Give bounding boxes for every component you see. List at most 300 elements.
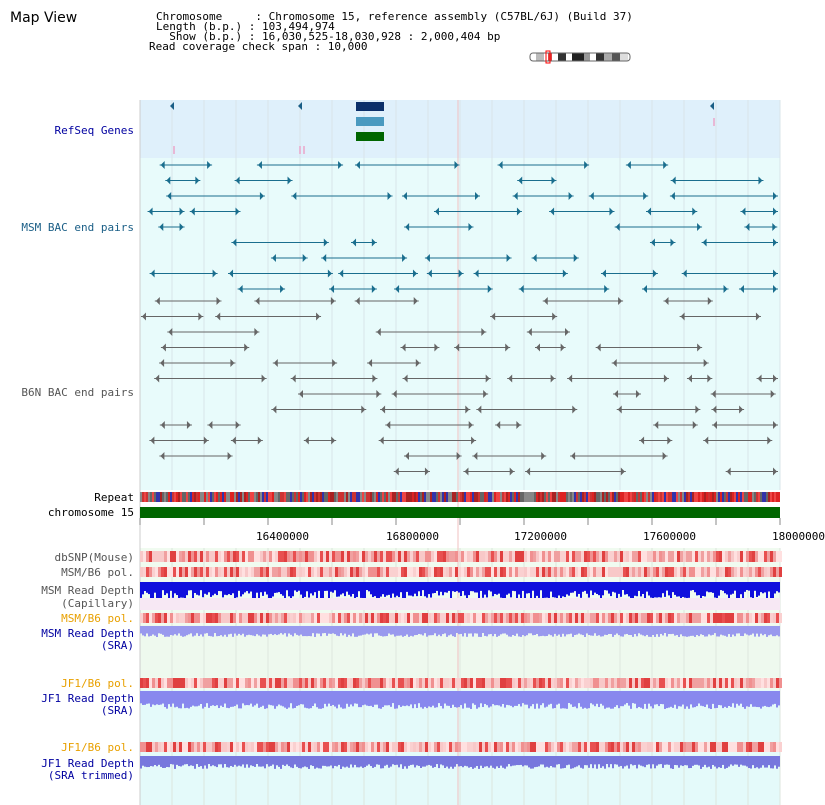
jf1-sra-depth-bar <box>528 691 530 708</box>
dbsnp-strip <box>410 551 413 562</box>
jf1-sra-depth-bar <box>258 691 260 708</box>
jf1-trim-depth-bar <box>646 756 648 765</box>
msm-b6-pol-strip <box>614 567 617 577</box>
jf1-b6-pol-strip <box>470 678 473 688</box>
msm-sra-depth-bar <box>392 626 394 634</box>
msm-sra-depth-bar <box>742 626 744 636</box>
msm-capillary-depth-bar <box>560 582 562 600</box>
msm-b6-pol-2-strip <box>377 613 380 623</box>
jf1-b6-pol-strip <box>164 678 167 688</box>
repeat-strip <box>370 492 372 502</box>
jf1-b6-pol-2-strip <box>428 742 431 752</box>
msm-capillary-depth-bar <box>450 582 452 599</box>
jf1-trim-depth-bar <box>426 756 428 766</box>
jf1-sra-depth-bar <box>182 691 184 704</box>
msm-sra-depth-bar <box>710 626 712 635</box>
jf1-b6-pol-strip <box>383 678 386 688</box>
dbsnp-strip <box>266 551 269 562</box>
jf1-trim-depth-bar <box>540 756 542 764</box>
msm-sra-depth-bar <box>726 626 728 637</box>
repeat-strip <box>506 492 508 502</box>
msm-sra-depth-bar <box>580 626 582 634</box>
jf1-b6-pol-2-strip <box>503 742 506 752</box>
jf1-trim-depth-bar <box>398 756 400 767</box>
jf1-trim-depth-bar <box>718 756 720 767</box>
jf1-b6-pol-2-strip <box>566 742 569 752</box>
dbsnp-strip <box>332 551 335 562</box>
msm-b6-pol-strip <box>509 567 512 577</box>
header-coverage-span: Read coverage check span : 10,000 <box>149 40 368 53</box>
msm-b6-pol-2-strip <box>254 613 257 623</box>
msm-b6-pol-strip <box>422 567 425 577</box>
msm-b6-pol-strip <box>242 567 245 577</box>
jf1-sra-depth-bar <box>688 691 690 709</box>
track-label-msm-b6-pol-2[interactable]: MSM/B6 pol. <box>61 612 134 625</box>
msm-b6-pol-2-strip <box>587 613 590 623</box>
jf1-b6-pol-2-strip <box>704 742 707 752</box>
jf1-trim-depth-bar <box>514 756 516 765</box>
jf1-sra-depth-bar <box>188 691 190 708</box>
repeat-strip <box>398 492 400 502</box>
jf1-b6-pol-2-strip <box>311 742 314 752</box>
msm-sra-depth-bar <box>512 626 514 635</box>
msm-sra-depth-bar <box>628 626 630 635</box>
repeat-strip <box>284 492 286 502</box>
repeat-strip <box>366 492 368 502</box>
jf1-trim-depth-bar <box>184 756 186 764</box>
msm-b6-pol-2-strip <box>647 613 650 623</box>
msm-capillary-depth-bar <box>192 582 194 599</box>
msm-b6-pol-strip <box>707 567 710 577</box>
jf1-trim-depth-bar <box>222 756 224 768</box>
msm-capillary-depth-bar <box>674 582 676 595</box>
msm-sra-depth-bar <box>398 626 400 636</box>
jf1-trim-depth-bar <box>710 756 712 769</box>
jf1-b6-pol-strip <box>281 678 284 688</box>
jf1-b6-pol-strip <box>380 678 383 688</box>
msm-sra-depth-bar <box>518 626 520 636</box>
msm-b6-pol-strip <box>191 567 194 577</box>
jf1-trim-depth-bar <box>298 756 300 768</box>
jf1-trim-depth-bar <box>542 756 544 765</box>
jf1-b6-pol-strip <box>704 678 707 688</box>
msm-sra-depth-bar <box>372 626 374 637</box>
jf1-b6-pol-strip <box>404 678 407 688</box>
jf1-b6-pol-strip <box>746 678 749 688</box>
msm-capillary-depth-bar <box>338 582 340 596</box>
msm-sra-depth-bar <box>472 626 474 637</box>
msm-capillary-depth-bar <box>234 582 236 598</box>
msm-capillary-depth-bar <box>206 582 208 595</box>
msm-capillary-depth-bar <box>326 582 328 591</box>
msm-sra-depth-bar <box>348 626 350 635</box>
msm-capillary-depth-bar <box>254 582 256 600</box>
jf1-sra-depth-bar <box>724 691 726 707</box>
jf1-b6-pol-2-strip <box>392 742 395 752</box>
repeat-strip <box>238 492 240 502</box>
dbsnp-strip <box>140 551 143 562</box>
msm-capillary-depth-bar <box>500 582 502 598</box>
track-label-jf1-b6-pol-2[interactable]: JF1/B6 pol. <box>61 741 134 754</box>
jf1-sra-depth-bar <box>356 691 358 704</box>
msm-capillary-depth-bar <box>340 582 342 595</box>
msm-b6-pol-strip <box>284 567 287 577</box>
msm-capillary-depth-bar <box>268 582 270 600</box>
gene-block <box>356 117 384 126</box>
repeat-strip <box>632 492 634 502</box>
jf1-b6-pol-2-strip <box>314 742 317 752</box>
jf1-sra-depth-bar <box>492 691 494 704</box>
msm-b6-pol-2-strip <box>398 613 401 623</box>
msm-b6-pol-2-strip <box>221 613 224 623</box>
msm-b6-pol-2-strip <box>662 613 665 623</box>
msm-b6-pol-strip <box>725 567 728 577</box>
jf1-b6-pol-2-strip <box>707 742 710 752</box>
jf1-trim-depth-bar <box>190 756 192 765</box>
dbsnp-strip <box>284 551 287 562</box>
msm-capillary-depth-bar <box>702 582 704 596</box>
jf1-trim-depth-bar <box>402 756 404 769</box>
dbsnp-strip <box>380 551 383 562</box>
jf1-trim-depth-bar <box>574 756 576 767</box>
jf1-sra-depth-bar <box>346 691 348 704</box>
repeat-strip <box>704 492 706 502</box>
repeat-strip <box>766 492 768 502</box>
jf1-sra-depth-bar <box>266 691 268 708</box>
dbsnp-strip <box>593 551 596 562</box>
jf1-b6-pol-2-strip <box>332 742 335 752</box>
jf1-b6-pol-strip <box>509 678 512 688</box>
msm-capillary-depth-bar <box>610 582 612 596</box>
jf1-b6-pol-strip <box>296 678 299 688</box>
msm-b6-pol-2-strip <box>749 613 752 623</box>
msm-sra-depth-bar <box>604 626 606 635</box>
dbsnp-strip <box>377 551 380 562</box>
jf1-b6-pol-strip <box>275 678 278 688</box>
jf1-b6-pol-2-strip <box>164 742 167 752</box>
track-label-msm-bac[interactable]: MSM BAC end pairs <box>21 221 134 234</box>
repeat-strip <box>574 492 576 502</box>
jf1-b6-pol-strip <box>182 678 185 688</box>
jf1-b6-pol-2-strip <box>527 742 530 752</box>
msm-sra-depth-bar <box>764 626 766 634</box>
msm-sra-depth-bar <box>776 626 778 635</box>
repeat-strip <box>628 492 630 502</box>
jf1-b6-pol-strip <box>722 678 725 688</box>
repeat-strip <box>662 492 664 502</box>
msm-capillary-depth-bar <box>296 582 298 592</box>
msm-b6-pol-strip <box>572 567 575 577</box>
jf1-b6-pol-2-strip <box>701 742 704 752</box>
msm-b6-pol-2-strip <box>719 613 722 623</box>
jf1-b6-pol-2-strip <box>179 742 182 752</box>
jf1-sra-depth-bar <box>306 691 308 708</box>
dbsnp-strip <box>146 551 149 562</box>
jf1-trim-depth-bar <box>212 756 214 765</box>
msm-b6-pol-strip <box>710 567 713 577</box>
msm-sra-depth-bar <box>264 626 266 635</box>
msm-capillary-depth-bar <box>222 582 224 597</box>
msm-sra-depth-bar <box>668 626 670 634</box>
msm-sra-depth-bar <box>272 626 274 635</box>
jf1-b6-pol-2-strip <box>152 742 155 752</box>
msm-b6-pol-2-strip <box>650 613 653 623</box>
msm-capillary-depth-bar <box>514 582 516 591</box>
jf1-trim-depth-bar <box>290 756 292 767</box>
jf1-b6-pol-2-strip <box>632 742 635 752</box>
jf1-trim-depth-bar <box>482 756 484 768</box>
msm-capillary-depth-bar <box>768 582 770 592</box>
jf1-b6-pol-2-strip <box>518 742 521 752</box>
msm-sra-depth-bar <box>164 626 166 637</box>
msm-sra-depth-bar <box>390 626 392 635</box>
msm-sra-depth-bar <box>270 626 272 634</box>
jf1-trim-depth-bar <box>772 756 774 768</box>
jf1-b6-pol-2-strip <box>182 742 185 752</box>
repeat-strip <box>364 492 366 502</box>
msm-b6-pol-strip <box>581 567 584 577</box>
jf1-b6-pol-strip <box>377 678 380 688</box>
jf1-trim-depth-bar <box>746 756 748 767</box>
jf1-trim-depth-bar <box>486 756 488 766</box>
jf1-sra-depth-bar <box>162 691 164 704</box>
repeat-strip <box>458 492 460 502</box>
jf1-trim-depth-bar <box>414 756 416 767</box>
repeat-strip <box>676 492 678 502</box>
jf1-sra-depth-bar <box>276 691 278 706</box>
msm-capillary-depth-bar <box>416 582 418 596</box>
jf1-trim-depth-bar <box>282 756 284 765</box>
msm-capillary-depth-bar <box>390 582 392 598</box>
jf1-trim-depth-bar <box>306 756 308 767</box>
dbsnp-strip <box>662 551 665 562</box>
jf1-trim-depth-bar <box>458 756 460 766</box>
jf1-trim-depth-bar <box>302 756 304 767</box>
msm-b6-pol-2-strip <box>335 613 338 623</box>
jf1-trim-depth-bar <box>226 756 228 767</box>
msm-sra-depth-bar <box>618 626 620 635</box>
dbsnp-strip <box>179 551 182 562</box>
repeat-strip <box>222 492 224 502</box>
jf1-b6-pol-2-strip <box>692 742 695 752</box>
jf1-b6-pol-2-strip <box>143 742 146 752</box>
jf1-sra-depth-bar <box>622 691 624 706</box>
jf1-trim-depth-bar <box>660 756 662 764</box>
msm-capillary-depth-bar <box>586 582 588 594</box>
msm-capillary-depth-bar <box>176 582 178 595</box>
jf1-trim-depth-bar <box>444 756 446 768</box>
jf1-b6-pol-2-strip <box>755 742 758 752</box>
msm-b6-pol-2-strip <box>425 613 428 623</box>
jf1-b6-pol-2-strip <box>593 742 596 752</box>
jf1-trim-depth-bar <box>146 756 148 767</box>
jf1-trim-depth-bar <box>406 756 408 769</box>
msm-sra-depth-bar <box>176 626 178 635</box>
repeat-strip <box>430 492 432 502</box>
jf1-trim-depth-bar <box>344 756 346 767</box>
track-label-msm-depth-sra[interactable]: MSM Read Depth <box>41 627 134 640</box>
msm-b6-pol-strip <box>575 567 578 577</box>
jf1-trim-depth-bar <box>728 756 730 767</box>
msm-b6-pol-2-strip <box>287 613 290 623</box>
repeat-strip <box>602 492 604 502</box>
track-label-msm-depth-capillary[interactable]: MSM Read Depth <box>41 584 134 597</box>
jf1-sra-depth-bar <box>586 691 588 709</box>
dbsnp-strip <box>434 551 437 562</box>
msm-capillary-depth-bar <box>352 582 354 594</box>
msm-b6-pol-strip <box>530 567 533 577</box>
dbsnp-strip <box>557 551 560 562</box>
jf1-b6-pol-strip <box>449 678 452 688</box>
msm-sra-depth-bar <box>450 626 452 634</box>
msm-b6-pol-2-strip <box>152 613 155 623</box>
jf1-b6-pol-2-strip <box>680 742 683 752</box>
jf1-b6-pol-2-strip <box>551 742 554 752</box>
jf1-sra-depth-bar <box>416 691 418 708</box>
msm-b6-pol-2-strip <box>350 613 353 623</box>
msm-b6-pol-strip <box>458 567 461 577</box>
dbsnp-strip <box>242 551 245 562</box>
msm-capillary-depth-bar <box>328 582 330 599</box>
jf1-trim-depth-bar <box>258 756 260 767</box>
repeat-strip <box>716 492 718 502</box>
jf1-sra-depth-bar <box>174 691 176 707</box>
jf1-sra-depth-bar <box>624 691 626 705</box>
msm-sra-depth-bar <box>714 626 716 633</box>
jf1-sra-depth-bar <box>450 691 452 708</box>
repeat-strip <box>692 492 694 502</box>
jf1-b6-pol-strip <box>152 678 155 688</box>
msm-capillary-depth-bar <box>566 582 568 594</box>
track-label-refseq[interactable]: RefSeq Genes <box>54 124 134 137</box>
dbsnp-strip <box>329 551 332 562</box>
msm-capillary-depth-bar <box>348 582 350 595</box>
msm-capillary-depth-bar <box>676 582 678 597</box>
jf1-trim-depth-bar <box>552 756 554 767</box>
dbsnp-strip <box>680 551 683 562</box>
msm-capillary-depth-bar <box>488 582 490 590</box>
repeat-strip <box>570 492 572 502</box>
track-label-b6n-bac[interactable]: B6N BAC end pairs <box>21 386 134 399</box>
msm-b6-pol-2-strip <box>716 613 719 623</box>
msm-sra-depth-bar <box>220 626 222 635</box>
msm-b6-pol-2-strip <box>494 613 497 623</box>
repeat-strip <box>244 492 246 502</box>
jf1-b6-pol-2-strip <box>482 742 485 752</box>
msm-capillary-depth-bar <box>692 582 694 590</box>
repeat-strip <box>246 492 248 502</box>
track-label-chromosome: chromosome 15 <box>47 506 134 519</box>
msm-b6-pol-strip <box>353 567 356 577</box>
msm-b6-pol-2-strip <box>341 613 344 623</box>
jf1-sra-depth-bar <box>194 691 196 706</box>
repeat-strip <box>258 492 260 502</box>
msm-sra-depth-bar <box>716 626 718 636</box>
track-label-jf1-depth[interactable]: JF1 Read Depth <box>41 692 134 705</box>
track-label-jf1-b6-pol[interactable]: JF1/B6 pol. <box>61 677 134 690</box>
dbsnp-strip <box>251 551 254 562</box>
jf1-b6-pol-strip <box>506 678 509 688</box>
dbsnp-strip <box>665 551 668 562</box>
repeat-strip <box>734 492 736 502</box>
dbsnp-strip <box>755 551 758 562</box>
msm-capillary-depth-bar <box>530 582 532 600</box>
jf1-b6-pol-strip <box>329 678 332 688</box>
msm-capillary-depth-bar <box>386 582 388 595</box>
dbsnp-strip <box>515 551 518 562</box>
msm-b6-pol-strip <box>299 567 302 577</box>
header-show: Show (b.p.) : 16,030,525-18,030,928 : 2,000,404 bp <box>156 30 501 43</box>
msm-sra-depth-bar <box>566 626 568 634</box>
msm-capillary-depth-bar <box>630 582 632 598</box>
jf1-b6-pol-2-strip <box>512 742 515 752</box>
jf1-b6-pol-2-strip <box>395 742 398 752</box>
jf1-sra-depth-bar <box>728 691 730 706</box>
msm-capillary-depth-bar <box>518 582 520 594</box>
msm-b6-pol-2-strip <box>320 613 323 623</box>
msm-capillary-depth-bar <box>738 582 740 599</box>
track-label-msm-b6-pol[interactable]: MSM/B6 pol. <box>61 566 134 579</box>
msm-capillary-depth-bar <box>200 582 202 590</box>
jf1-b6-pol-2-strip <box>647 742 650 752</box>
jf1-sra-depth-bar <box>408 691 410 706</box>
jf1-trim-depth-bar <box>522 756 524 766</box>
msm-sra-depth-bar <box>504 626 506 633</box>
jf1-sra-depth-bar <box>466 691 468 708</box>
dbsnp-strip <box>215 551 218 562</box>
msm-sra-depth-bar <box>694 626 696 637</box>
msm-sra-depth-bar <box>598 626 600 635</box>
jf1-b6-pol-strip <box>251 678 254 688</box>
msm-sra-depth-bar <box>732 626 734 635</box>
msm-sra-depth-bar <box>724 626 726 636</box>
jf1-trim-depth-bar <box>176 756 178 765</box>
msm-sra-depth-bar <box>558 626 560 635</box>
jf1-trim-depth-bar <box>776 756 778 769</box>
jf1-sra-depth-bar <box>344 691 346 709</box>
msm-b6-pol-strip <box>779 567 782 577</box>
track-label-jf1-trim[interactable]: JF1 Read Depth <box>41 757 134 770</box>
jf1-b6-pol-2-strip <box>317 742 320 752</box>
msm-b6-pol-2-strip <box>374 613 377 623</box>
jf1-trim-depth-bar <box>600 756 602 768</box>
jf1-trim-depth-bar <box>634 756 636 765</box>
jf1-b6-pol-2-strip <box>305 742 308 752</box>
msm-capillary-depth-bar <box>362 582 364 598</box>
msm-capillary-depth-bar <box>438 582 440 595</box>
msm-capillary-depth-bar <box>714 582 716 598</box>
jf1-trim-depth-bar <box>626 756 628 765</box>
msm-b6-pol-strip <box>527 567 530 577</box>
repeat-strip <box>304 492 306 502</box>
jf1-trim-depth-bar <box>356 756 358 767</box>
jf1-trim-depth-bar <box>480 756 482 766</box>
msm-capillary-depth-bar <box>162 582 164 590</box>
jf1-b6-pol-2-strip <box>293 742 296 752</box>
msm-b6-pol-2-strip <box>266 613 269 623</box>
jf1-b6-pol-2-strip <box>278 742 281 752</box>
msm-b6-pol-2-strip <box>635 613 638 623</box>
track-label-dbsnp[interactable]: dbSNP(Mouse) <box>54 551 134 564</box>
jf1-sra-depth-bar <box>384 691 386 705</box>
msm-sra-depth-bar <box>436 626 438 636</box>
jf1-b6-pol-2-strip <box>197 742 200 752</box>
ideogram-band <box>620 53 628 61</box>
repeat-strip <box>718 492 720 502</box>
jf1-b6-pol-strip <box>551 678 554 688</box>
msm-sra-depth-bar <box>172 626 174 635</box>
msm-sra-depth-bar <box>752 626 754 634</box>
